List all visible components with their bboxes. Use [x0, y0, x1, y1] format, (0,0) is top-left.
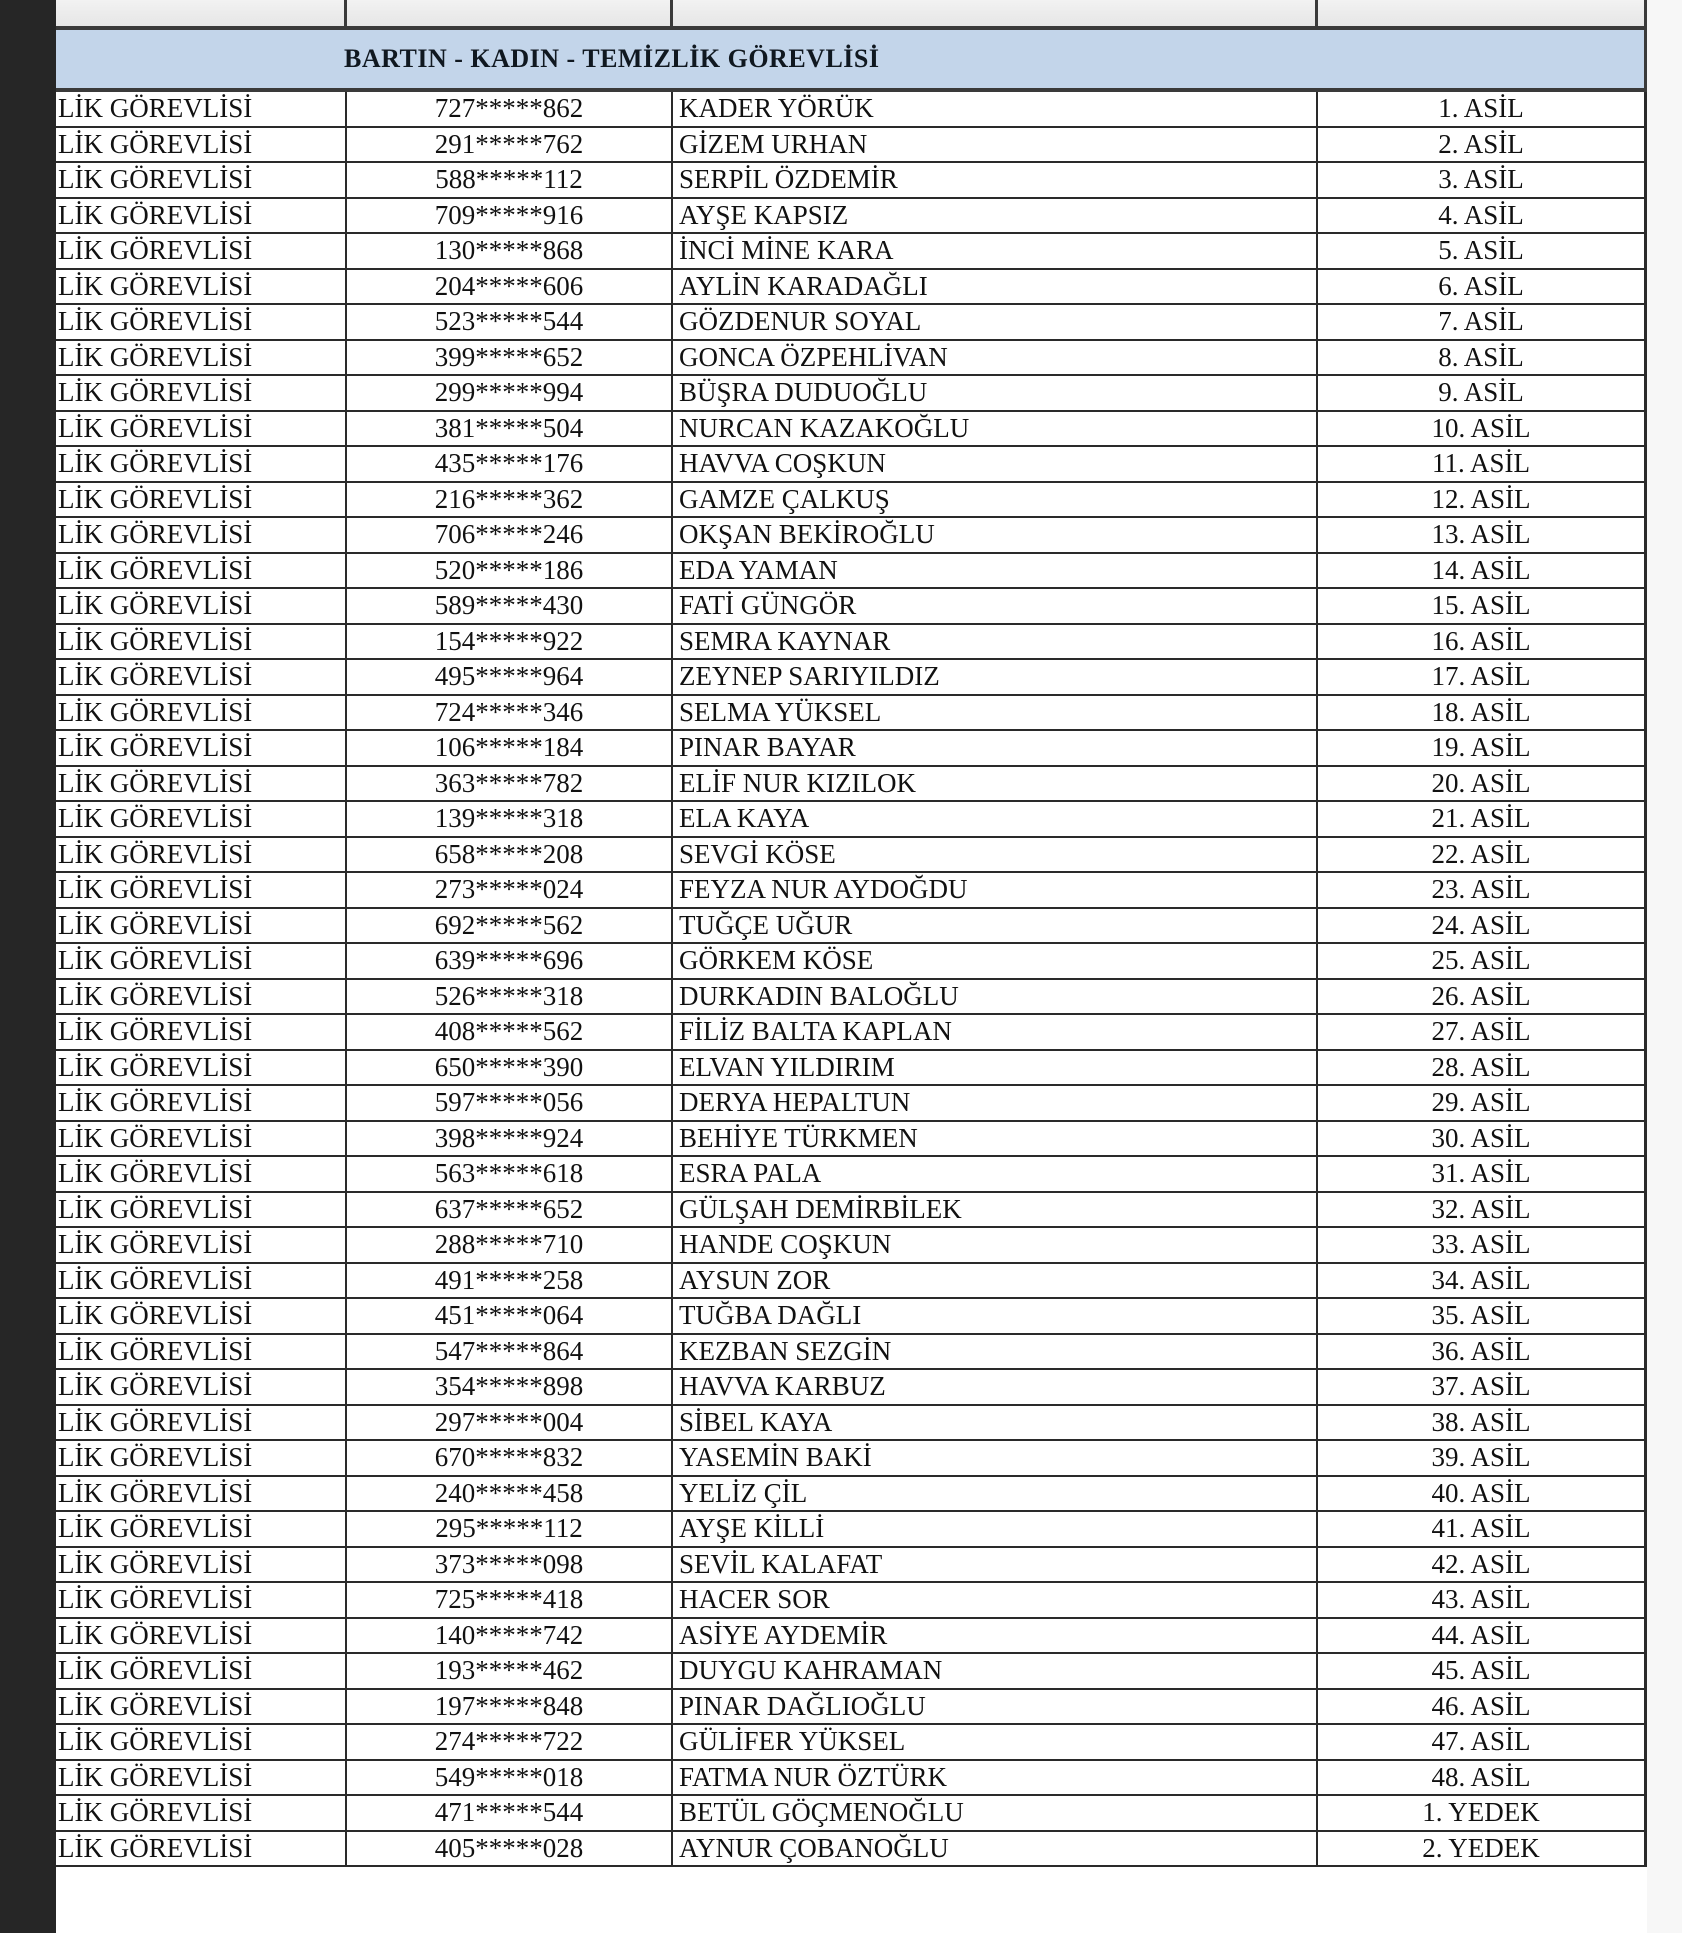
masked-id-cell: 405*****028: [347, 1832, 673, 1866]
position-cell: LİK GÖREVLİSİ: [56, 1583, 347, 1617]
full-name-cell: FATİ GÜNGÖR: [673, 589, 1318, 623]
table-row: [56, 128, 1647, 164]
status-cell: 47. ASİL: [1318, 1725, 1647, 1759]
status-cell: 42. ASİL: [1318, 1548, 1647, 1582]
position-cell: LİK GÖREVLİSİ: [56, 305, 347, 339]
masked-id-cell: 670*****832: [347, 1441, 673, 1475]
full-name-cell: OKŞAN BEKİROĞLU: [673, 518, 1318, 552]
table-row: [56, 838, 1647, 874]
table-row: [56, 518, 1647, 554]
position-cell: LİK GÖREVLİSİ: [56, 1619, 347, 1653]
group-title: BARTIN - KADIN - TEMİZLİK GÖREVLİSİ: [344, 44, 880, 73]
masked-id-cell: 520*****186: [347, 554, 673, 588]
position-cell: LİK GÖREVLİSİ: [56, 909, 347, 943]
results-table: [56, 0, 1647, 1867]
table-row: [56, 270, 1647, 306]
blank-cell: [673, 0, 1318, 26]
status-cell: 41. ASİL: [1318, 1512, 1647, 1546]
position-cell: LİK GÖREVLİSİ: [56, 767, 347, 801]
table-row: [56, 199, 1647, 235]
full-name-cell: HAVVA COŞKUN: [673, 447, 1318, 481]
position-cell: LİK GÖREVLİSİ: [56, 1264, 347, 1298]
position-cell: LİK GÖREVLİSİ: [56, 412, 347, 446]
full-name-cell: AYŞE KAPSIZ: [673, 199, 1318, 233]
status-cell: 36. ASİL: [1318, 1335, 1647, 1369]
status-cell: 34. ASİL: [1318, 1264, 1647, 1298]
table-row: [56, 1725, 1647, 1761]
masked-id-cell: 240*****458: [347, 1477, 673, 1511]
position-cell: LİK GÖREVLİSİ: [56, 1690, 347, 1724]
status-cell: 1. ASİL: [1318, 92, 1647, 126]
full-name-cell: ELA KAYA: [673, 802, 1318, 836]
full-name-cell: KADER YÖRÜK: [673, 92, 1318, 126]
table-row: [56, 1264, 1647, 1300]
blank-cell: [347, 0, 673, 26]
table-row: [56, 944, 1647, 980]
position-cell: LİK GÖREVLİSİ: [56, 838, 347, 872]
position-cell: LİK GÖREVLİSİ: [56, 447, 347, 481]
full-name-cell: PINAR BAYAR: [673, 731, 1318, 765]
table-row: [56, 1832, 1647, 1868]
status-cell: 16. ASİL: [1318, 625, 1647, 659]
table-row: [56, 305, 1647, 341]
right-page-margin: [1647, 0, 1682, 1933]
full-name-cell: SİBEL KAYA: [673, 1406, 1318, 1440]
table-row: [56, 1015, 1647, 1051]
masked-id-cell: 297*****004: [347, 1406, 673, 1440]
table-row: [56, 1193, 1647, 1229]
full-name-cell: SELMA YÜKSEL: [673, 696, 1318, 730]
status-cell: 46. ASİL: [1318, 1690, 1647, 1724]
status-cell: 5. ASİL: [1318, 234, 1647, 268]
table-row: [56, 234, 1647, 270]
full-name-cell: GÜLİFER YÜKSEL: [673, 1725, 1318, 1759]
table-row: [56, 1583, 1647, 1619]
masked-id-cell: 295*****112: [347, 1512, 673, 1546]
table-row: [56, 1086, 1647, 1122]
masked-id-cell: 709*****916: [347, 199, 673, 233]
status-cell: 12. ASİL: [1318, 483, 1647, 517]
position-cell: LİK GÖREVLİSİ: [56, 518, 347, 552]
status-cell: 6. ASİL: [1318, 270, 1647, 304]
position-cell: LİK GÖREVLİSİ: [56, 873, 347, 907]
masked-id-cell: 547*****864: [347, 1335, 673, 1369]
table-row: [56, 696, 1647, 732]
full-name-cell: YASEMİN BAKİ: [673, 1441, 1318, 1475]
status-cell: 23. ASİL: [1318, 873, 1647, 907]
masked-id-cell: 204*****606: [347, 270, 673, 304]
position-cell: LİK GÖREVLİSİ: [56, 625, 347, 659]
position-cell: LİK GÖREVLİSİ: [56, 1228, 347, 1262]
position-cell: LİK GÖREVLİSİ: [56, 554, 347, 588]
position-cell: LİK GÖREVLİSİ: [56, 660, 347, 694]
position-cell: LİK GÖREVLİSİ: [56, 1512, 347, 1546]
full-name-cell: AYŞE KİLLİ: [673, 1512, 1318, 1546]
status-cell: 35. ASİL: [1318, 1299, 1647, 1333]
group-header-band: [56, 30, 1647, 92]
table-row: [56, 341, 1647, 377]
status-cell: 18. ASİL: [1318, 696, 1647, 730]
status-cell: 20. ASİL: [1318, 767, 1647, 801]
full-name-cell: GÜLŞAH DEMİRBİLEK: [673, 1193, 1318, 1227]
status-cell: 2. YEDEK: [1318, 1832, 1647, 1866]
status-cell: 8. ASİL: [1318, 341, 1647, 375]
position-cell: LİK GÖREVLİSİ: [56, 1299, 347, 1333]
full-name-cell: FATMA NUR ÖZTÜRK: [673, 1761, 1318, 1795]
masked-id-cell: 197*****848: [347, 1690, 673, 1724]
position-cell: LİK GÖREVLİSİ: [56, 1051, 347, 1085]
table-row: [56, 1299, 1647, 1335]
table-row: [56, 873, 1647, 909]
position-cell: LİK GÖREVLİSİ: [56, 1406, 347, 1440]
status-cell: 17. ASİL: [1318, 660, 1647, 694]
full-name-cell: FİLİZ BALTA KAPLAN: [673, 1015, 1318, 1049]
table-row: [56, 1335, 1647, 1371]
position-cell: LİK GÖREVLİSİ: [56, 1157, 347, 1191]
table-row: [56, 1441, 1647, 1477]
table-top-blank-row: [56, 0, 1647, 30]
position-cell: LİK GÖREVLİSİ: [56, 341, 347, 375]
full-name-cell: EDA YAMAN: [673, 554, 1318, 588]
full-name-cell: SEMRA KAYNAR: [673, 625, 1318, 659]
table-row: [56, 1654, 1647, 1690]
position-cell: LİK GÖREVLİSİ: [56, 376, 347, 410]
table-row: [56, 589, 1647, 625]
position-cell: LİK GÖREVLİSİ: [56, 1796, 347, 1830]
masked-id-cell: 373*****098: [347, 1548, 673, 1582]
status-cell: 29. ASİL: [1318, 1086, 1647, 1120]
full-name-cell: PINAR DAĞLIOĞLU: [673, 1690, 1318, 1724]
table-row: [56, 447, 1647, 483]
position-cell: LİK GÖREVLİSİ: [56, 1725, 347, 1759]
full-name-cell: GİZEM URHAN: [673, 128, 1318, 162]
masked-id-cell: 291*****762: [347, 128, 673, 162]
position-cell: LİK GÖREVLİSİ: [56, 234, 347, 268]
table-row: [56, 412, 1647, 448]
position-cell: LİK GÖREVLİSİ: [56, 1832, 347, 1866]
table-row: [56, 163, 1647, 199]
masked-id-cell: 692*****562: [347, 909, 673, 943]
full-name-cell: HANDE COŞKUN: [673, 1228, 1318, 1262]
masked-id-cell: 435*****176: [347, 447, 673, 481]
full-name-cell: ESRA PALA: [673, 1157, 1318, 1191]
masked-id-cell: 650*****390: [347, 1051, 673, 1085]
status-cell: 2. ASİL: [1318, 128, 1647, 162]
masked-id-cell: 273*****024: [347, 873, 673, 907]
table-row: [56, 731, 1647, 767]
masked-id-cell: 597*****056: [347, 1086, 673, 1120]
full-name-cell: BEHİYE TÜRKMEN: [673, 1122, 1318, 1156]
masked-id-cell: 491*****258: [347, 1264, 673, 1298]
status-cell: 4. ASİL: [1318, 199, 1647, 233]
status-cell: 25. ASİL: [1318, 944, 1647, 978]
masked-id-cell: 563*****618: [347, 1157, 673, 1191]
full-name-cell: SERPİL ÖZDEMİR: [673, 163, 1318, 197]
position-cell: LİK GÖREVLİSİ: [56, 1548, 347, 1582]
position-cell: LİK GÖREVLİSİ: [56, 589, 347, 623]
status-cell: 19. ASİL: [1318, 731, 1647, 765]
masked-id-cell: 381*****504: [347, 412, 673, 446]
full-name-cell: KEZBAN SEZGİN: [673, 1335, 1318, 1369]
masked-id-cell: 495*****964: [347, 660, 673, 694]
full-name-cell: FEYZA NUR AYDOĞDU: [673, 873, 1318, 907]
status-cell: 24. ASİL: [1318, 909, 1647, 943]
status-cell: 33. ASİL: [1318, 1228, 1647, 1262]
full-name-cell: ELVAN YILDIRIM: [673, 1051, 1318, 1085]
masked-id-cell: 354*****898: [347, 1370, 673, 1404]
table-row: [56, 1157, 1647, 1193]
table-row: [56, 1477, 1647, 1513]
table-row: [56, 554, 1647, 590]
masked-id-cell: 471*****544: [347, 1796, 673, 1830]
full-name-cell: YELİZ ÇİL: [673, 1477, 1318, 1511]
position-cell: LİK GÖREVLİSİ: [56, 128, 347, 162]
full-name-cell: HAVVA KARBUZ: [673, 1370, 1318, 1404]
table-row: [56, 376, 1647, 412]
status-cell: 32. ASİL: [1318, 1193, 1647, 1227]
masked-id-cell: 727*****862: [347, 92, 673, 126]
masked-id-cell: 398*****924: [347, 1122, 673, 1156]
full-name-cell: GÖZDENUR SOYAL: [673, 305, 1318, 339]
status-cell: 21. ASİL: [1318, 802, 1647, 836]
table-row: [56, 483, 1647, 519]
full-name-cell: ZEYNEP SARIYILDIZ: [673, 660, 1318, 694]
status-cell: 3. ASİL: [1318, 163, 1647, 197]
left-dark-margin: [0, 0, 56, 1933]
position-cell: LİK GÖREVLİSİ: [56, 980, 347, 1014]
table-row: [56, 1512, 1647, 1548]
full-name-cell: TUĞBA DAĞLI: [673, 1299, 1318, 1333]
position-cell: LİK GÖREVLİSİ: [56, 1477, 347, 1511]
full-name-cell: BETÜL GÖÇMENOĞLU: [673, 1796, 1318, 1830]
table-row: [56, 1406, 1647, 1442]
masked-id-cell: 299*****994: [347, 376, 673, 410]
status-cell: 30. ASİL: [1318, 1122, 1647, 1156]
status-cell: 14. ASİL: [1318, 554, 1647, 588]
table-row: [56, 625, 1647, 661]
position-cell: LİK GÖREVLİSİ: [56, 92, 347, 126]
masked-id-cell: 130*****868: [347, 234, 673, 268]
status-cell: 27. ASİL: [1318, 1015, 1647, 1049]
position-cell: LİK GÖREVLİSİ: [56, 1335, 347, 1369]
position-cell: LİK GÖREVLİSİ: [56, 696, 347, 730]
status-cell: 44. ASİL: [1318, 1619, 1647, 1653]
masked-id-cell: 274*****722: [347, 1725, 673, 1759]
position-cell: LİK GÖREVLİSİ: [56, 1370, 347, 1404]
position-cell: LİK GÖREVLİSİ: [56, 199, 347, 233]
full-name-cell: GAMZE ÇALKUŞ: [673, 483, 1318, 517]
table-row: [56, 1370, 1647, 1406]
table-row: [56, 802, 1647, 838]
position-cell: LİK GÖREVLİSİ: [56, 483, 347, 517]
full-name-cell: NURCAN KAZAKOĞLU: [673, 412, 1318, 446]
status-cell: 31. ASİL: [1318, 1157, 1647, 1191]
position-cell: LİK GÖREVLİSİ: [56, 1193, 347, 1227]
full-name-cell: AYLİN KARADAĞLI: [673, 270, 1318, 304]
table-row: [56, 767, 1647, 803]
table-row: [56, 92, 1647, 128]
masked-id-cell: 363*****782: [347, 767, 673, 801]
table-row: [56, 1619, 1647, 1655]
table-row: [56, 1761, 1647, 1797]
status-cell: 48. ASİL: [1318, 1761, 1647, 1795]
masked-id-cell: 639*****696: [347, 944, 673, 978]
table-row: [56, 980, 1647, 1016]
status-cell: 26. ASİL: [1318, 980, 1647, 1014]
masked-id-cell: 706*****246: [347, 518, 673, 552]
masked-id-cell: 154*****922: [347, 625, 673, 659]
table-row: [56, 909, 1647, 945]
full-name-cell: SEVGİ KÖSE: [673, 838, 1318, 872]
full-name-cell: BÜŞRA DUDUOĞLU: [673, 376, 1318, 410]
position-cell: LİK GÖREVLİSİ: [56, 944, 347, 978]
position-cell: LİK GÖREVLİSİ: [56, 1122, 347, 1156]
full-name-cell: GONCA ÖZPEHLİVAN: [673, 341, 1318, 375]
table-row: [56, 1796, 1647, 1832]
masked-id-cell: 658*****208: [347, 838, 673, 872]
masked-id-cell: 140*****742: [347, 1619, 673, 1653]
position-cell: LİK GÖREVLİSİ: [56, 270, 347, 304]
masked-id-cell: 408*****562: [347, 1015, 673, 1049]
blank-cell: [1318, 0, 1647, 26]
masked-id-cell: 523*****544: [347, 305, 673, 339]
blank-cell: [56, 0, 347, 26]
position-cell: LİK GÖREVLİSİ: [56, 731, 347, 765]
status-cell: 40. ASİL: [1318, 1477, 1647, 1511]
full-name-cell: AYNUR ÇOBANOĞLU: [673, 1832, 1318, 1866]
status-cell: 9. ASİL: [1318, 376, 1647, 410]
status-cell: 38. ASİL: [1318, 1406, 1647, 1440]
position-cell: LİK GÖREVLİSİ: [56, 1086, 347, 1120]
table-row: [56, 1122, 1647, 1158]
masked-id-cell: 588*****112: [347, 163, 673, 197]
masked-id-cell: 139*****318: [347, 802, 673, 836]
status-cell: 1. YEDEK: [1318, 1796, 1647, 1830]
status-cell: 22. ASİL: [1318, 838, 1647, 872]
table-row: [56, 660, 1647, 696]
masked-id-cell: 106*****184: [347, 731, 673, 765]
full-name-cell: DUYGU KAHRAMAN: [673, 1654, 1318, 1688]
position-cell: LİK GÖREVLİSİ: [56, 802, 347, 836]
table-row: [56, 1690, 1647, 1726]
masked-id-cell: 724*****346: [347, 696, 673, 730]
status-cell: 45. ASİL: [1318, 1654, 1647, 1688]
table-row: [56, 1051, 1647, 1087]
masked-id-cell: 549*****018: [347, 1761, 673, 1795]
status-cell: 43. ASİL: [1318, 1583, 1647, 1617]
full-name-cell: İNCİ MİNE KARA: [673, 234, 1318, 268]
masked-id-cell: 451*****064: [347, 1299, 673, 1333]
status-cell: 11. ASİL: [1318, 447, 1647, 481]
status-cell: 37. ASİL: [1318, 1370, 1647, 1404]
full-name-cell: AYSUN ZOR: [673, 1264, 1318, 1298]
full-name-cell: HACER SOR: [673, 1583, 1318, 1617]
table-body: [56, 92, 1647, 1867]
position-cell: LİK GÖREVLİSİ: [56, 163, 347, 197]
full-name-cell: DERYA HEPALTUN: [673, 1086, 1318, 1120]
position-cell: LİK GÖREVLİSİ: [56, 1015, 347, 1049]
status-cell: 39. ASİL: [1318, 1441, 1647, 1475]
masked-id-cell: 193*****462: [347, 1654, 673, 1688]
full-name-cell: TUĞÇE UĞUR: [673, 909, 1318, 943]
table-row: [56, 1548, 1647, 1584]
full-name-cell: ASİYE AYDEMİR: [673, 1619, 1318, 1653]
position-cell: LİK GÖREVLİSİ: [56, 1761, 347, 1795]
full-name-cell: SEVİL KALAFAT: [673, 1548, 1318, 1582]
table-row: [56, 1228, 1647, 1264]
masked-id-cell: 526*****318: [347, 980, 673, 1014]
masked-id-cell: 637*****652: [347, 1193, 673, 1227]
status-cell: 10. ASİL: [1318, 412, 1647, 446]
status-cell: 28. ASİL: [1318, 1051, 1647, 1085]
masked-id-cell: 399*****652: [347, 341, 673, 375]
masked-id-cell: 589*****430: [347, 589, 673, 623]
status-cell: 7. ASİL: [1318, 305, 1647, 339]
full-name-cell: DURKADIN BALOĞLU: [673, 980, 1318, 1014]
masked-id-cell: 725*****418: [347, 1583, 673, 1617]
full-name-cell: GÖRKEM KÖSE: [673, 944, 1318, 978]
masked-id-cell: 216*****362: [347, 483, 673, 517]
masked-id-cell: 288*****710: [347, 1228, 673, 1262]
position-cell: LİK GÖREVLİSİ: [56, 1441, 347, 1475]
position-cell: LİK GÖREVLİSİ: [56, 1654, 347, 1688]
status-cell: 13. ASİL: [1318, 518, 1647, 552]
full-name-cell: ELİF NUR KIZILOK: [673, 767, 1318, 801]
status-cell: 15. ASİL: [1318, 589, 1647, 623]
